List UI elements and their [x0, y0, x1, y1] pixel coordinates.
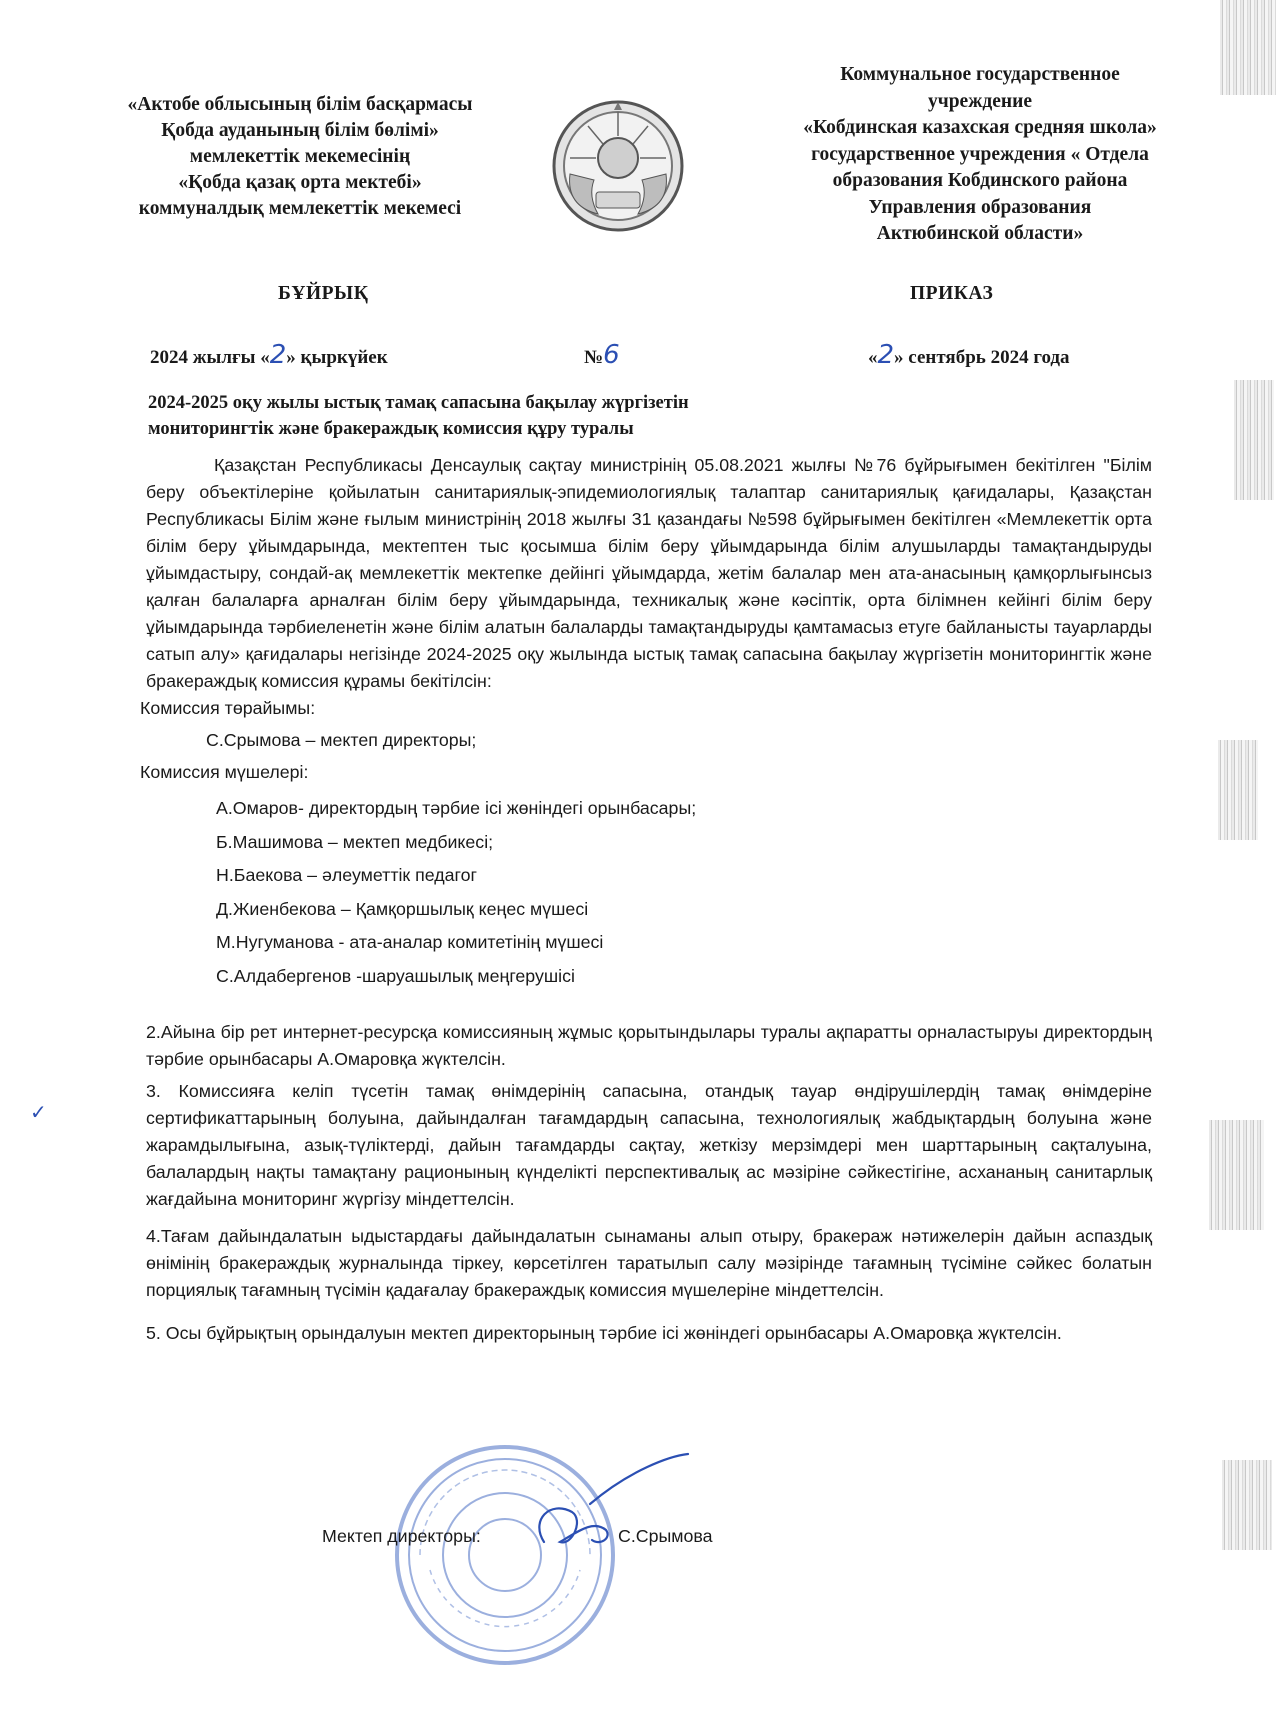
- header-line: Коммунальное государственное: [840, 64, 1120, 85]
- subject-line: 2024-2025 оқу жылы ыстық тамақ сапасына бақылау жүргізетін: [148, 393, 689, 413]
- state-emblem-icon: [548, 96, 688, 236]
- date-ru-prefix: «: [868, 347, 878, 368]
- header-line: образования Кобдинского района: [832, 170, 1128, 191]
- header-line: Актюбинской области»: [876, 223, 1084, 244]
- number-sign: №: [584, 347, 604, 368]
- item-2: 2.Айына бір рет интернет-ресурсқа комиссияның жұмыс қорытындылары туралы ақпаратты орналастыруы директордың тәрбие орынбасары А.Омаровқа жүктелсін.: [146, 1022, 1152, 1069]
- date-kz-suffix: » қыркүйек: [286, 347, 388, 368]
- order-title-ru: ПРИКАЗ: [910, 283, 994, 304]
- date-kz-prefix: 2024 жылғы «: [150, 347, 270, 368]
- header-right-ru: [760, 62, 1200, 248]
- scan-noise: [1209, 1120, 1264, 1230]
- header-line: государственное учреждения « Отдела: [811, 143, 1149, 165]
- handwritten-day: 2: [877, 340, 895, 370]
- ink-mark: ✓: [30, 1102, 47, 1124]
- subject-line: мониторингтік және бракераждық комиссия құру туралы: [148, 419, 634, 439]
- signature-label: Мектеп директоры:: [322, 1526, 481, 1546]
- item-3: 3. Комиссияға келіп түсетін тамақ өнімдерінің сапасына, отандық тауар өндірушілердің тамақ өнімдеріне сертификаттарының болуына, дайындалған тағамдардың сапасына, технологиялық жабдықтардың болуына және жарамдылығына, азық-түліктерді, дайын тағамдарды сақтау, жеткізу мерзімдері мен шарттарының сақталуына, балалардың нақты тамақтану рационының күнделікті перспективалық ас мәзіріне сәйкестігіне, асхананың санитарлық жағдайына мониторинг жүргізу міндеттелсін.: [146, 1081, 1152, 1209]
- handwritten-signature-icon: [520, 1450, 700, 1580]
- list-item: Н.Баекова – әлеуметтік педагог: [216, 865, 477, 885]
- list-item: Б.Машимова – мектеп медбикесі;: [216, 831, 494, 852]
- scan-noise: [1222, 1460, 1272, 1550]
- header-line: учреждение: [927, 90, 1033, 112]
- header-left-kz: [80, 92, 520, 222]
- header-line: Қобда ауданының білім бөлімі»: [161, 120, 439, 141]
- chair-label: Комиссия төрайымы:: [140, 698, 316, 718]
- date-kz: [150, 340, 388, 370]
- date-ru-suffix: » сентябрь 2024 года: [894, 347, 1070, 368]
- scan-noise: [1220, 0, 1276, 95]
- item-5: 5. Осы бұйрықтың орындалуын мектеп директорының тәрбие ісі жөніндегі орынбасары А.Омаровқа жүктелсін.: [146, 1323, 1062, 1343]
- list-item: М.Нугуманова - ата-аналар комитетінің мүшесі: [216, 932, 604, 952]
- intro-paragraph: Қазақстан Республикасы Денсаулық сақтау министрінің 05.08.2021 жылғы №76 бұйрығымен бекітілген "Білім беру объектілеріне қойылатын санитариялық-эпидемиологиялық талаптар санитариялық қағидалары, Қазақстан Республикасы Білім және ғылым министрінің 2018 жылғы 31 қазандағы №598 бұйрығымен бекітілген «Мемлекеттік орта білім беру ұйымдарында, мектептен тыс қосымша білім беру ұйымдарында білім алушыларды тамақтандыруды ұйымдастыру, сондай-ақ мемлекеттік мектепке дейінгі ұйымдарда, жетім балалар мен ата-анасының қамқорлығынсыз қалған балаларға арналған білім беру ұйымдарында, техникалық және кәсіптік, орта білімнен кейінгі білім беру ұйымдарында тәрбиеленетін және білім алатын балаларды тамақтандыруды қамтамасыз етуге байланысты тауарларды сатып алу» қағидалары негізінде 2024-2025 оқу жылында ыстық тамақ сапасына бақылау жүргізетін мониторингтік және бракераждық комиссия құрамы бекітілсін:: [146, 455, 1152, 691]
- item-4: 4.Тағам дайындалатын ыдыстардағы дайындалатын сынаманы алып отыру, бракераж нәтижелерін дайын аспаздық өнімінің бракераждық журналында тіркеу, көрсетілген таратылып салу мәзірінде тағамның түсіміне сәйкес болатын порциялық тағамның түсімін қадағалау бракераждық комиссия мүшелеріне міндеттелсін.: [146, 1226, 1152, 1300]
- header-line: «Қобда қазақ орта мектебі»: [178, 172, 422, 193]
- header-line: мемлекеттік мекемесінің: [189, 146, 411, 167]
- members-list: [146, 792, 1152, 993]
- header-line: «Актобе облысының білім басқармасы: [127, 94, 473, 115]
- order-title-kz: БҰЙРЫҚ: [278, 283, 369, 304]
- header-line: коммуналдық мемлекеттік мекемесі: [138, 198, 462, 219]
- order-number: [584, 340, 620, 370]
- date-ru: [868, 340, 1070, 370]
- members-label: Комиссия мүшелері:: [140, 762, 309, 782]
- director-name: С.Срымова: [618, 1526, 713, 1546]
- order-subject: [148, 390, 868, 442]
- order-body: [140, 452, 1152, 1347]
- handwritten-day: 2: [269, 340, 287, 370]
- header-line: Управления образования: [868, 196, 1092, 218]
- handwritten-number: 6: [603, 340, 620, 370]
- list-item: Д.Жиенбекова – Қамқоршылық кеңес мүшесі: [216, 898, 589, 919]
- header-line: «Кобдинская казахская средняя школа»: [803, 117, 1157, 138]
- list-item: С.Алдабергенов -шаруашылық меңгерушісі: [216, 965, 575, 986]
- list-item: А.Омаров- директордың тәрбие ісі жөніндегі орынбасары;: [216, 798, 697, 818]
- scan-noise: [1218, 740, 1258, 840]
- scan-noise: [1234, 380, 1274, 500]
- chair-person: С.Срымова – мектеп директоры;: [206, 730, 477, 750]
